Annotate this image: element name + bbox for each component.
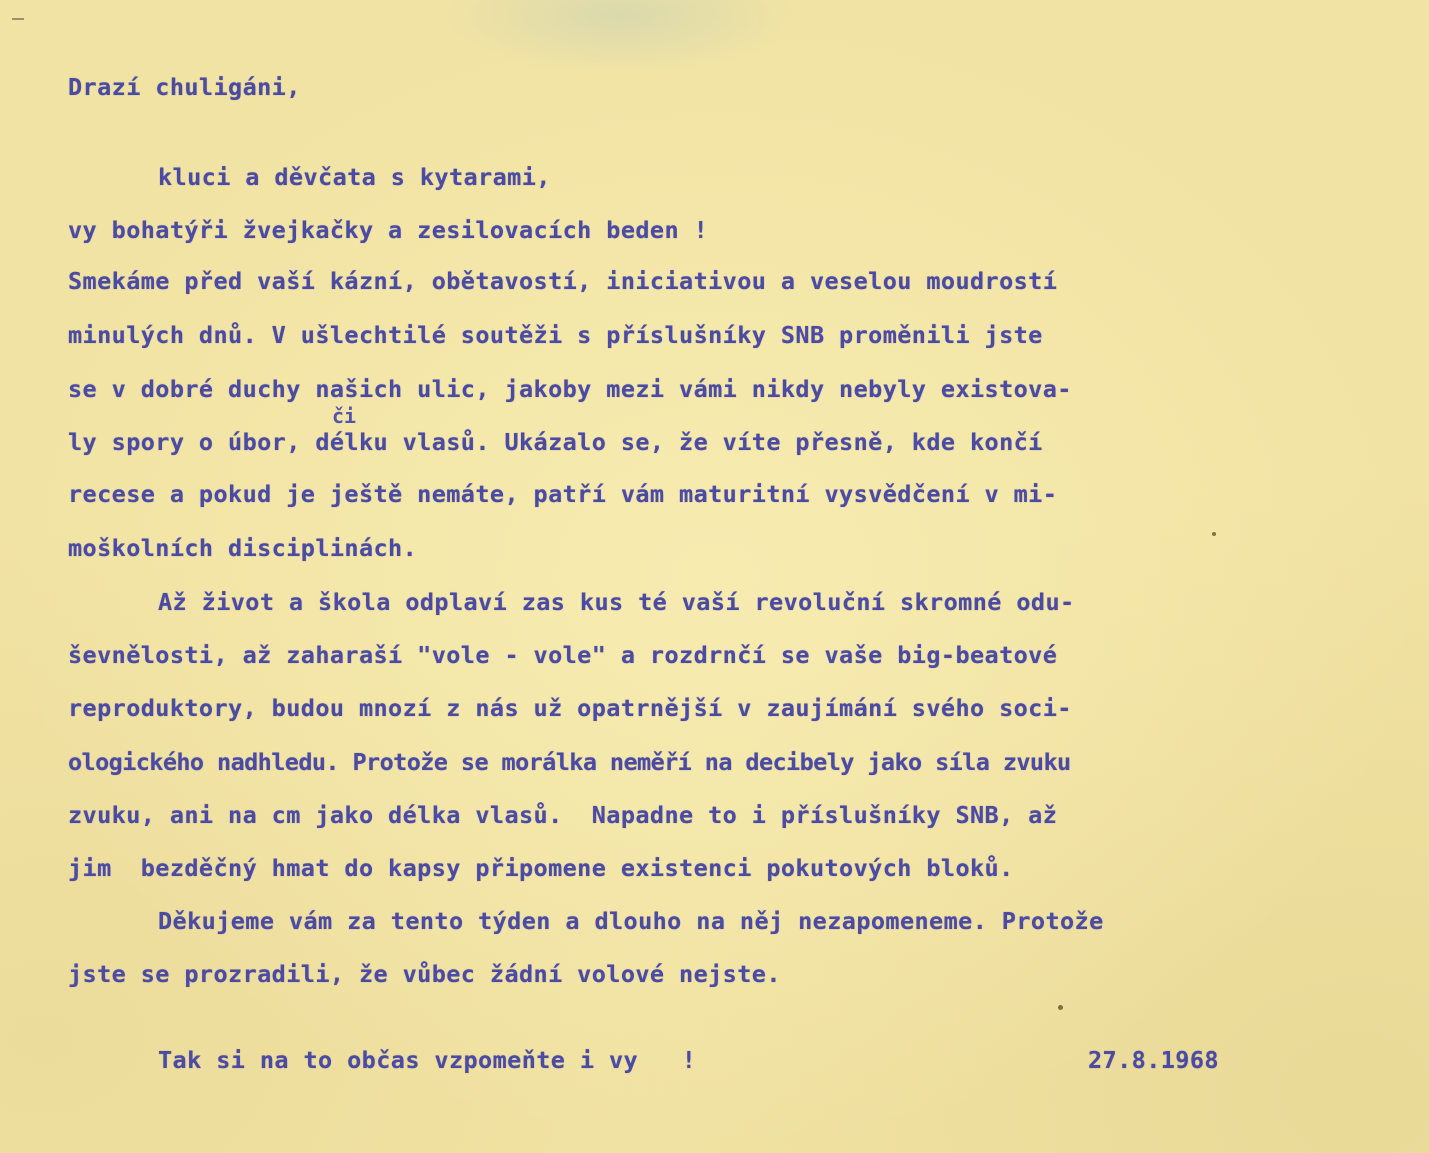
closing-line: Tak si na to občas vzpomeňte i vy ! — [158, 1046, 697, 1074]
letter-date: 27.8.1968 — [1088, 1046, 1219, 1074]
corner-mark — [12, 18, 24, 20]
ink-speck — [1212, 532, 1216, 536]
letter-line: se v dobré duchy našich ulic, jakoby mezi vámi nikdy nebyly existova- — [68, 375, 1072, 403]
paper-stain — [440, 0, 800, 75]
letter-line: zvuku, ani na cm jako délka vlasů. Napadne to i příslušníky SNB, až — [68, 801, 1058, 829]
letter-line: Smekáme před vaší kázní, obětavostí, iniciativou a veselou moudrostí — [68, 267, 1058, 295]
letter-line: ologického nadhledu. Protože se morálka neměří na decibely jako síla zvuku — [68, 748, 1071, 776]
letter-line: kluci a děvčata s kytarami, — [158, 163, 551, 191]
letter-line: ly spory o úbor, délku vlasů. Ukázalo se, že víte přesně, kde končí — [68, 428, 1043, 456]
letter-line: jste se prozradili, že vůbec žádní volové nejste. — [68, 960, 781, 988]
letter-line: recese a pokud je ještě nemáte, patří vám maturitní vysvědčení v mi- — [68, 480, 1058, 508]
salutation: Drazí chuligáni, — [68, 73, 301, 101]
letter-line: moškolních disciplinách. — [68, 534, 418, 562]
letter-line: reproduktory, budou mnozí z nás už opatrnější v zaujímání svého soci- — [68, 694, 1072, 722]
letter-line: jim bezděčný hmat do kapsy připomene existenci pokutových bloků. — [68, 854, 1014, 882]
ink-speck — [1058, 1005, 1063, 1010]
letter-line: Až život a škola odplaví zas kus té vaší revoluční skromné odu- — [158, 588, 1075, 616]
letter-line: ševnělosti, až zaharaší "vole - vole" a rozdrnčí se vaše big-beatové — [68, 641, 1058, 669]
letter-line: Děkujeme vám za tento týden a dlouho na něj nezapomeneme. Protože — [158, 907, 1104, 935]
letter-line: vy bohatýři žvejkačky a zesilovacích beden ! — [68, 216, 709, 244]
letter-line: minulých dnů. V ušlechtilé soutěži s příslušníky SNB proměnili jste — [68, 321, 1043, 349]
handwritten-insertion: či — [332, 404, 357, 428]
